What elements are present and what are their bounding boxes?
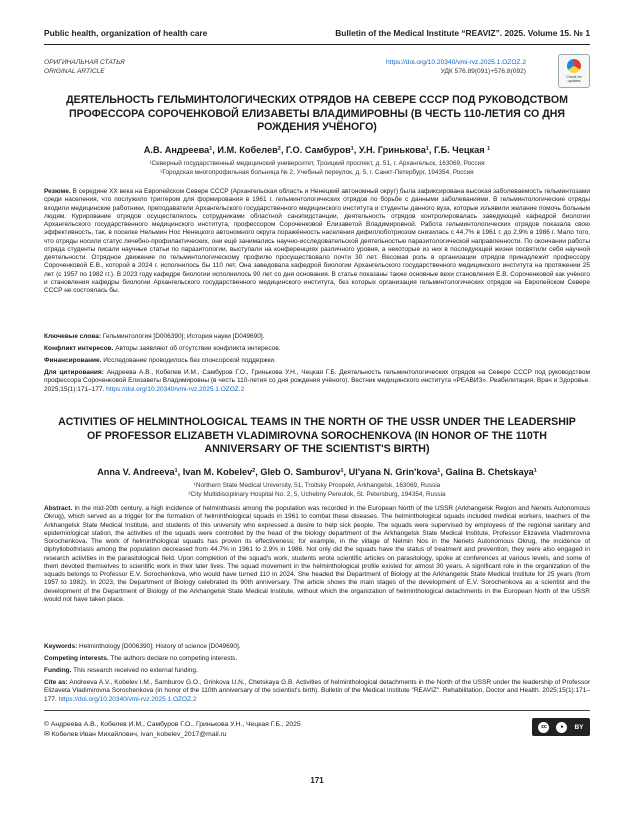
journal-issue: Bulletin of the Medical Institute “REAVIZ”. 2025. Volume 15. № 1 [335, 28, 590, 38]
conflict-en [44, 655, 590, 663]
conflict-en-text: The authors declare no competing interests. [110, 655, 238, 662]
abstract-en-label: Abstract. [44, 505, 73, 512]
citation-ru-text: Андреева А.В., Кобелев И.М., Самбуров Г.О., Гринькова У.Н., Чецкая Г.Б. Деятельность гельминтологических отрядов на Севере СССР под руководством профессора Сороченковой Елизаветы Владимировны (в честь 110-летия со дня рождения учёного). Вестник медицинского института «РЕАВИЗ». Реабилитация, Врач и Здоровье. 2025;15(1):171–177. [44, 369, 591, 393]
crossmark-icon [567, 59, 581, 73]
abstract-en-text: In the mid-20th century, a high incidence of helminthiasis among the population was recorded in the European North of the USSR (Arkhangelsk Region and Nenets Autonomous Okrug), which served as a trigger for the formation of helminthological squads in 1961 to combat these diseases. The helminthological squads included medical workers, teachers of the Arkhangelsk State Medical Institute, and students of this university who expressed a desire to help sick people. The squads were supervised by employees of the regional sanitary and epidemiological station, the activities of the squads were controlled by the head of the biology department of the Arkhangelsk State Medical Institute, Professor Elizaveta Vladimirovna Sorochenkova. The work of helminthological squads has proven its effectiveness; for example, in the village of Nelmin Nos in the Nenets Autonomous Okrug, the incidence of diphyllobothriasis among the population decreased from 44.7% in 1961 to 2.9% in 1986. Not only did the squads have the status of treatment and prevention, they were also engaged in research activities in the parasitological field. Upon completion of the squad's work, students wrote scientific articles on parasitology, spoke at conferences at various levels, and some of them devoted themselves to scientific work in their later lives. The squad movement in the helminthological profile existed for almost 30 years. A significant role in the organization of the squads belongs to Professor E.V. Sorochenkova, who would have turned 110 in 2024. She headed the Department of Biology at the Arkhangelsk State Medical Institute for 25 years (from 1957 to 1982). In 2023, the Department of Biology celebrated its 90th anniversary. The article shows the main stages of the development of E.V. Sorochenkova as a scientist and the development of the Department of Biology of the Arkhangelsk State Medical Institute, without which the organization of helminthological detachments in the European North of the USSR would not have taken place. [44, 505, 590, 603]
license-label: BY [574, 723, 584, 731]
keywords-en-text: Helminthology [D006390]; History of science [D049690]. [79, 643, 241, 650]
keywords-en-label: Keywords: [44, 643, 78, 650]
conflict-en-label: Competing interests. [44, 655, 109, 662]
keywords-ru-text: Гельминтология [D006390]; История науки [D049690]. [102, 333, 265, 340]
affiliations-en [44, 482, 590, 499]
citation-en-label: Cite as: [44, 679, 68, 686]
keywords-ru-label: Ключевые слова: [44, 333, 102, 340]
funding-en-text: This research received no external funding. [73, 667, 198, 674]
affiliation-ru-1: ¹Северный государственный медицинский университет, Троицкий проспект, д. 51, г. Архангельск, 163069, Россия [149, 160, 485, 167]
badge-line-2: updates [567, 79, 581, 83]
article-type [44, 58, 125, 76]
copyright-line: © Андреева А.В., Кобелев И.М., Самбуров Г.О., Гринькова У.Н., Чецкая Г.Б., 2025 [44, 721, 301, 728]
abstract-ru [44, 188, 590, 295]
citation-en-link[interactable]: https://doi.org/10.20340/vmi-rvz.2025.1.OZOZ.2 [58, 695, 197, 703]
citation-ru [44, 369, 590, 394]
doi-link[interactable]: https://doi.org/10.20340/vmi-rvz.2025.1.OZOZ.2 [385, 59, 526, 66]
authors-en: Anna V. Andreeva¹, Ivan M. Kobelev², Gleb O. Samburov¹, Ul'yana N. Grin'kova¹, Galina B. Chetskaya¹ [97, 467, 537, 477]
affiliation-en-2: ²City Multidisciplinary Hospital No. 2, 5, Uchebny Pereulok, St. Petersburg, 194354, Russia [188, 490, 446, 498]
affiliations-ru [44, 160, 590, 177]
abstract-ru-label: Резюме. [44, 188, 71, 195]
abstract-ru-text: В середине XX века на Европейском Севере СССР (Архангельская область и Ненецкий автономный округ) была зафиксирована высокая заболеваемость гельминтозами среди населения, что послужило триггером для формирования в 1961 г. гельминтологических отрядов по борьбе с данными заболеваниями. В гельминтологические отряды входили медицинские работники, преподаватели Архангельского государственного медицинского института и студенты данного вуза, которые изъявили желание помочь больным людям. Курирование отрядов осуществлялось сотрудниками областной санэпидстанции, деятельность отрядов контролировалась заведующей кафедрой биологии Архангельского государственного медицинского института, профессором Сороченковой Елизаветой Владимировной. Работа гельминтологических отрядов показала свою эффективность, так, в поселке Нельмин Нос Ненецкого автономного округа поражённость населения дифиллоботриозом снизилась с 44,7% в 1961 г. до 2,9% в 1986 г. Мало того, что отряды носили статус лечебно-профилактических, они ещё занимались научно-исследовательской деятельностью паразитологической направленности. По окончании работы отряда студенты писали научные статьи по паразитологии, выступали на конференциях различного уровня, а некоторые из них в последующей жизни посвятили себя научной деятельности. Отрядное движение по гельминтологическому профилю просуществовало почти 30 лет. Весомая роль в организации отрядов принадлежит профессору Сороченковой Е.В., которой в 2024 г. исполнилось бы 110 лет. Она заведовала кафедрой биологии Архангельского государственного медицинского института на протяжении 25 лет (с 1957 по 1982 гг.). В 2023 году кафедре биологии исполнилось 90 лет со дня основания. В статье показаны также основные вехи становления Е.В. Сороченковой как учёного и становления кафедры биологии Архангельского государственного медицинского института, без которых организация гельминтологических отрядов на Европейском Севере СССР не состоялась бы. [44, 188, 591, 294]
page-number: 171 [310, 776, 324, 785]
contact-line[interactable]: ✉ Кобелев Иван Михайлович, ivan_kobelev_2017@mail.ru [44, 730, 227, 738]
header-divider [44, 44, 590, 45]
keywords-en [44, 643, 590, 651]
affiliation-en-1: ¹Northern State Medical University, 51, Troitsky Prospekt, Arkhangelsk, 163069, Russia [193, 482, 441, 489]
conflict-ru-text: Авторы заявляют об отсутствии конфликта интересов. [115, 345, 281, 352]
funding-ru [44, 357, 590, 365]
citation-ru-link[interactable]: https://doi.org/10.20340/vmi-rvz.2025.1.OZOZ.2 [106, 385, 245, 393]
citation-ru-label: Для цитирования: [44, 369, 104, 376]
article-type-en: ORIGINAL ARTICLE [44, 68, 105, 75]
udc-code: УДК 576.89(091)+576.8(092) [440, 68, 526, 75]
funding-ru-label: Финансирование. [44, 357, 102, 364]
funding-en [44, 667, 590, 675]
funding-en-label: Funding. [44, 667, 72, 674]
footer-notes [44, 720, 301, 739]
keywords-ru [44, 333, 590, 341]
cc-license-badge[interactable] [532, 718, 590, 736]
conflict-ru [44, 345, 590, 353]
article-identifiers [386, 58, 526, 76]
abstract-en [44, 505, 590, 604]
article-type-ru: ОРИГИНАЛЬНАЯ СТАТЬЯ [44, 59, 125, 66]
check-for-updates-badge[interactable] [558, 54, 590, 88]
funding-ru-text: Исследование проводилось без спонсорской поддержки. [103, 357, 276, 364]
affiliation-ru-2: ²Городская многопрофильная больница № 2, Учебный переулок, д. 5, г. Санкт-Петербург, 194354, Россия [160, 168, 474, 176]
cc-icon: cc [538, 722, 549, 733]
running-head [44, 28, 590, 42]
authors-ru: А.В. Андреева¹, И.М. Кобелев², Г.О. Самбуров¹, У.Н. Гринькова¹, Г.Б. Чецкая ¹ [143, 145, 491, 155]
conflict-ru-label: Конфликт интересов. [44, 345, 114, 352]
citation-en [44, 679, 590, 704]
title-en: ACTIVITIES OF HELMINTHOLOGICAL TEAMS IN THE NORTH OF THE USSR UNDER THE LEADERSHIP OF PROFESSOR ELIZABETH VLADIMIROVNA SOROCHENKOVA (IN HONOR OF THE 110TH ANNIVERSARY OF THE SCIENTIST'S BIRTH) [58, 416, 576, 455]
title-ru: ДЕЯТЕЛЬНОСТЬ ГЕЛЬМИНТОЛОГИЧЕСКИХ ОТРЯДОВ НА СЕВЕРЕ СССР ПОД РУКОВОДСТВОМ ПРОФЕССОРА СОРОЧЕНКОВОЙ ЕЛИЗАВЕТЫ ВЛАДИМИРОВНЫ (В ЧЕСТЬ 110-ЛЕТИЯ СО ДНЯ РОЖДЕНИЯ УЧЁНОГО) [66, 94, 568, 133]
badge-line-1: Check for [566, 75, 582, 79]
citation-en-text: Andreeva A.V., Kobelev I.M., Samburov G.O., Grinkova U.N., Chetskaya G.B. Activities of helminthological detachments in the North of the USSR under the leadership of Professor Elizaveta Vladimirovna Sorochenkova (in honor of the 110th anniversary of the scientist's birth). Bulletin of the Medical Institute "REAVIZ". Rehabilitation, Doctor and Health. 2025;15(1):171–177. [44, 679, 590, 703]
journal-section: Public health, organization of health care [44, 28, 208, 38]
footer-divider [44, 710, 590, 711]
attribution-icon: ● [556, 722, 567, 733]
